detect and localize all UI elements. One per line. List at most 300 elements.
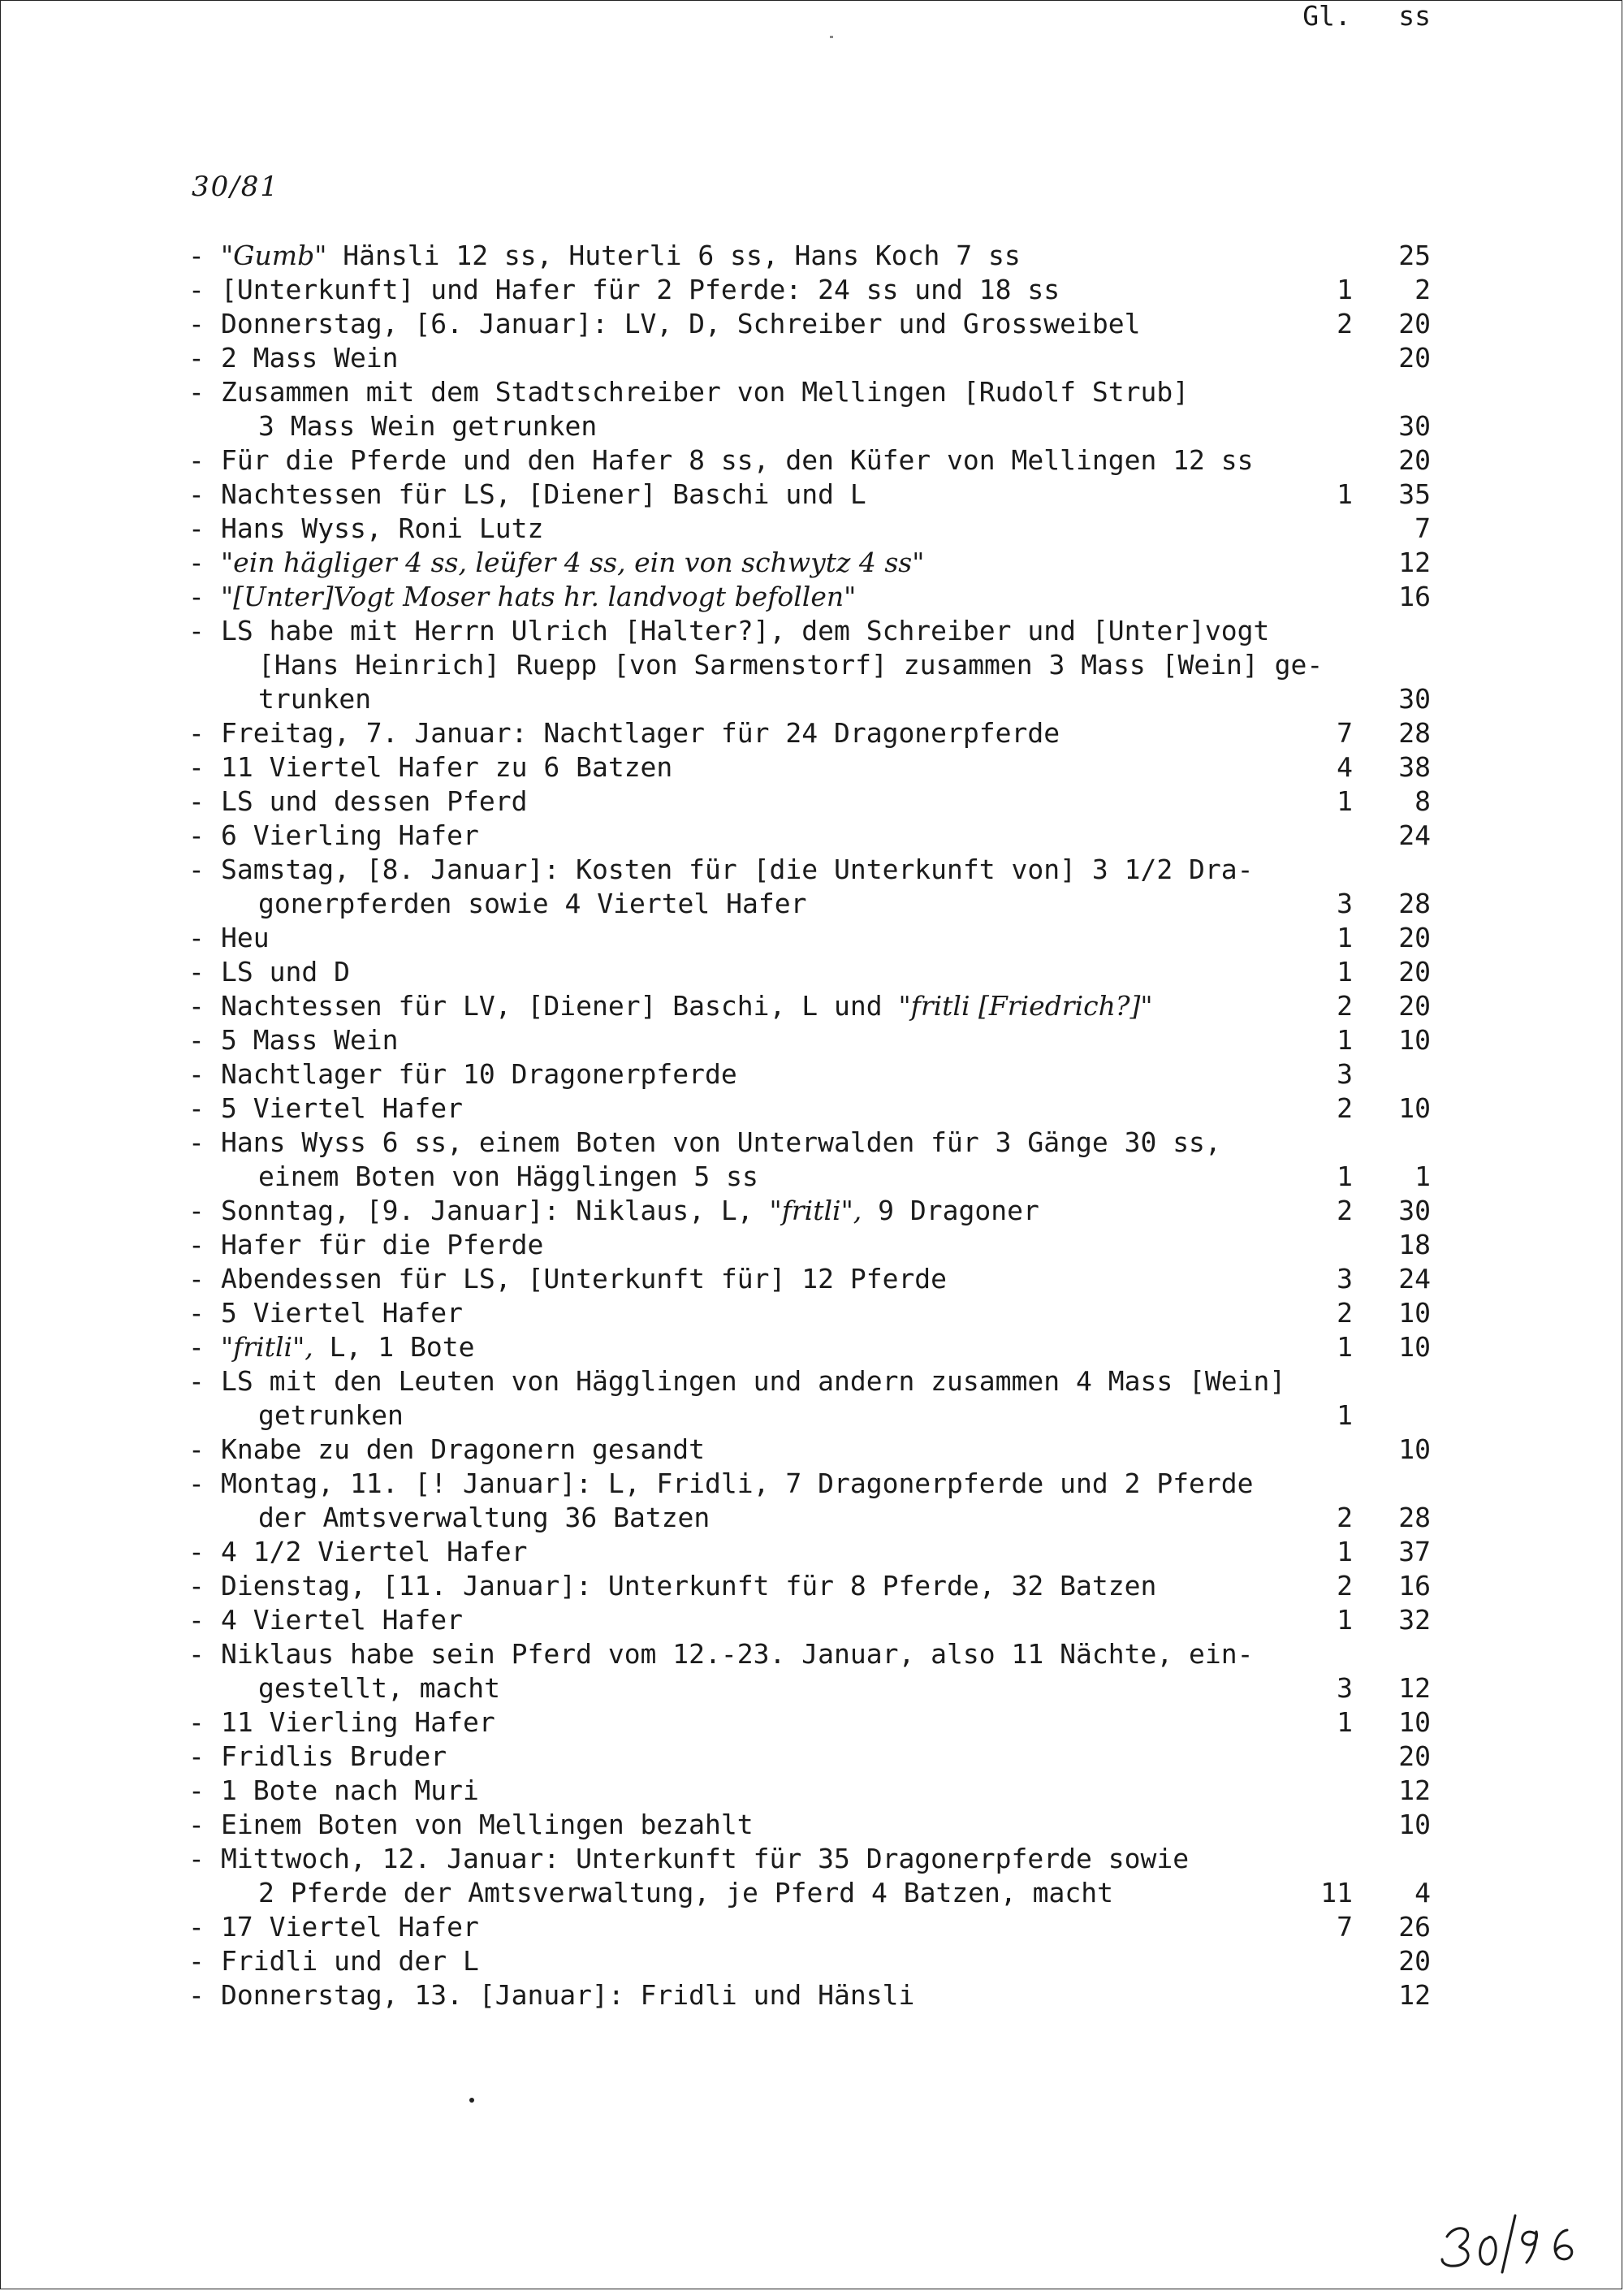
entry-text-segment: Nachtessen für LV, [Diener] Baschi, L und — [221, 990, 899, 1022]
ledger-entry — [0, 443, 1624, 478]
entry-bullet-dash: - — [188, 1979, 205, 2011]
entry-text — [221, 307, 1140, 341]
amount-schilling: 18 — [1398, 1229, 1431, 1260]
entry-text-segment: Heu — [221, 922, 270, 953]
entry-text-segment: Niklaus habe sein Pferd vom 12.-23. Januar, also 11 Nächte, ein- — [221, 1638, 1254, 1670]
entry-text-segment: 5 Mass Wein — [221, 1024, 399, 1056]
ledger-entry — [0, 1091, 1624, 1126]
entry-text-segment: gestellt, macht — [258, 1672, 501, 1704]
entry-text-segment: Donnerstag, [6. Januar]: LV, D, Schreiber und Grossweibel — [221, 308, 1141, 339]
entry-text-segment: Hänsli 12 ss, Huterli 6 ss, Hans Koch 7 ss — [326, 240, 1021, 271]
entry-bullet-dash: - — [188, 1126, 205, 1158]
entry-text-segment: Mittwoch, 12. Januar: Unterkunft für 35 Dragonerpferde sowie — [221, 1843, 1190, 1874]
entry-text — [221, 1262, 947, 1296]
amount-schilling: 30 — [1398, 683, 1431, 715]
entry-bullet-dash: - — [188, 1740, 205, 1772]
entry-text — [221, 785, 528, 819]
entry-text-segment: Donnerstag, 13. [Januar]: Fridli und Hänsli — [221, 1979, 915, 2011]
entry-bullet-dash: - — [188, 819, 205, 851]
entry-text-segment: LS und D — [221, 956, 350, 988]
amount-schilling: 12 — [1398, 547, 1431, 578]
entry-text-segment: 1 Bote nach Muri — [221, 1774, 479, 1806]
amount-schilling: 24 — [1398, 819, 1431, 851]
amount-schilling: 7 — [1415, 512, 1431, 544]
amount-gulden: 1 — [1337, 785, 1353, 817]
amount-schilling: 10 — [1398, 1433, 1431, 1465]
ledger-entry — [0, 1057, 1624, 1091]
entry-text — [221, 716, 1060, 750]
ledger-entry — [0, 1808, 1624, 1842]
amount-gulden: 3 — [1337, 888, 1353, 919]
entry-text — [221, 1774, 479, 1808]
ledger-entry — [0, 921, 1624, 955]
amount-schilling: 32 — [1398, 1604, 1431, 1636]
amount-gulden: 1 — [1337, 956, 1353, 988]
ledger-entry — [0, 1364, 1624, 1433]
amount-gulden: 2 — [1337, 1297, 1353, 1329]
entry-text-segment: 6 Vierling Hafer — [221, 819, 479, 851]
quoted-source-text: "Gumb" — [221, 240, 327, 271]
entry-first-line — [0, 1433, 1624, 1467]
amount-schilling: 35 — [1398, 478, 1431, 510]
entry-text — [221, 512, 543, 546]
entry-bullet-dash: - — [188, 1365, 205, 1397]
entry-first-line — [0, 819, 1624, 853]
entry-text-segment: 3 Mass Wein getrunken — [258, 410, 598, 442]
entry-text — [258, 648, 1323, 682]
ledger-entry — [0, 1774, 1624, 1808]
ledger-entry — [0, 1637, 1624, 1705]
ledger-entry — [0, 716, 1624, 750]
ledger-entry — [0, 1228, 1624, 1262]
entry-first-line — [0, 443, 1624, 478]
quoted-source-text: "[Unter]Vogt Moser hats hr. landvogt befollen" — [221, 581, 857, 612]
ledger-entry — [0, 1910, 1624, 1944]
ledger-entry — [0, 1944, 1624, 1978]
entry-first-line — [0, 1023, 1624, 1057]
entry-first-line — [0, 375, 1624, 409]
entry-text-segment: LS habe mit Herrn Ulrich [Halter?], dem Schreiber und [Unter]vogt — [221, 615, 1270, 646]
entry-first-line — [0, 341, 1624, 375]
entry-first-line — [0, 1842, 1624, 1876]
entry-text-segment: Nachtessen für LS, [Diener] Baschi und L — [221, 478, 866, 510]
entry-bullet-dash: - — [188, 1024, 205, 1056]
entry-text — [221, 989, 1153, 1023]
entry-text-segment: Freitag, 7. Januar: Nachtlager für 24 Dragonerpferde — [221, 717, 1060, 749]
entry-text — [221, 1023, 399, 1057]
entry-bullet-dash: - — [188, 854, 205, 885]
entry-text — [258, 1671, 500, 1705]
column-header-ss: ss — [1398, 0, 1431, 32]
entry-bullet-dash: - — [188, 1638, 205, 1670]
entry-first-line — [0, 1228, 1624, 1262]
entry-first-line — [0, 546, 1624, 580]
entry-first-line — [0, 1774, 1624, 1808]
entry-text — [221, 819, 479, 853]
entry-first-line — [0, 580, 1624, 614]
entry-bullet-dash: - — [188, 615, 205, 646]
amount-gulden: 2 — [1337, 1502, 1353, 1533]
amount-gulden: 2 — [1337, 1092, 1353, 1124]
entry-first-line — [0, 1978, 1624, 2012]
entry-text-segment: [Unterkunft] und Hafer für 2 Pferde: 24 ss und 18 ss — [221, 274, 1060, 305]
entry-text-segment: Sonntag, [9. Januar]: Niklaus, L, — [221, 1195, 770, 1226]
entry-text-segment: Hans Wyss 6 ss, einem Boten von Unterwalden für 3 Gänge 30 ss, — [221, 1126, 1221, 1158]
entry-bullet-dash: - — [188, 1570, 205, 1602]
entry-first-line — [0, 1569, 1624, 1603]
entry-text-segment: 11 Viertel Hafer zu 6 Batzen — [221, 751, 673, 783]
entry-first-line — [0, 1296, 1624, 1330]
entry-text — [221, 921, 270, 955]
entry-text-segment: Knabe zu den Dragonern gesandt — [221, 1433, 706, 1465]
entry-bullet-dash: - — [188, 1331, 205, 1363]
entry-text — [221, 1364, 1285, 1398]
ledger-entries — [0, 239, 1624, 2012]
amount-gulden: 1 — [1337, 274, 1353, 305]
entry-first-line — [0, 750, 1624, 785]
entry-text-segment: Einem Boten von Mellingen bezahlt — [221, 1809, 754, 1840]
entry-text-segment: LS mit den Leuten von Hägglingen und andern zusammen 4 Mass [Wein] — [221, 1365, 1286, 1397]
entry-text-segment: Dienstag, [11. Januar]: Unterkunft für 8 Pferde, 32 Batzen — [221, 1570, 1157, 1602]
ledger-entry — [0, 375, 1624, 443]
ledger-entry — [0, 273, 1624, 307]
entry-continuation-line — [0, 887, 1624, 921]
entry-text-segment: L, 1 Bote — [313, 1331, 475, 1363]
entry-first-line — [0, 1705, 1624, 1740]
handwritten-slash — [1502, 2215, 1515, 2272]
entry-bullet-dash: - — [188, 1945, 205, 1977]
quoted-source-text: "ein hägliger 4 ss, leüfer 4 ss, ein von schwytz 4 ss" — [221, 547, 925, 578]
entry-first-line — [0, 853, 1624, 887]
entry-first-line — [0, 1364, 1624, 1398]
ledger-entry — [0, 580, 1624, 614]
quoted-source-text: "fritli", — [769, 1195, 862, 1226]
amount-schilling: 16 — [1398, 1570, 1431, 1602]
entry-bullet-dash: - — [188, 1195, 205, 1226]
ledger-entry — [0, 1569, 1624, 1603]
entry-text — [258, 1160, 758, 1194]
amount-schilling: 20 — [1398, 308, 1431, 339]
entry-text — [221, 1535, 528, 1569]
entry-text — [221, 1910, 479, 1944]
entry-bullet-dash: - — [188, 785, 205, 817]
entry-first-line — [0, 1194, 1624, 1228]
amount-gulden: 7 — [1337, 717, 1353, 749]
amount-schilling: 8 — [1415, 785, 1431, 817]
amount-schilling: 12 — [1398, 1979, 1431, 2011]
entry-text — [221, 1740, 447, 1774]
entry-text-segment: 4 1/2 Viertel Hafer — [221, 1536, 528, 1567]
amount-schilling: 20 — [1398, 342, 1431, 374]
entry-first-line — [0, 478, 1624, 512]
entry-text — [221, 1637, 1254, 1671]
amount-schilling: 10 — [1398, 1024, 1431, 1056]
entry-continuation-line — [0, 1501, 1624, 1535]
amount-gulden: 3 — [1337, 1672, 1353, 1704]
entry-bullet-dash: - — [188, 717, 205, 749]
entry-text-segment: Samstag, [8. Januar]: Kosten für [die Unterkunft von] 3 1/2 Dra- — [221, 854, 1254, 885]
entry-text — [258, 887, 807, 921]
entry-bullet-dash: - — [188, 581, 205, 612]
ledger-entry — [0, 307, 1624, 341]
entry-first-line — [0, 614, 1624, 648]
entry-continuation-line — [0, 1398, 1624, 1433]
amount-gulden: 1 — [1337, 1604, 1353, 1636]
entry-text-segment: Hans Wyss, Roni Lutz — [221, 512, 544, 544]
entry-text-segment: 9 Dragoner — [862, 1195, 1039, 1226]
ledger-entry — [0, 819, 1624, 853]
amount-schilling: 10 — [1398, 1297, 1431, 1329]
entry-text-segment: Fridli und der L — [221, 1945, 479, 1977]
scan-speck — [830, 36, 833, 38]
entry-text-segment: 17 Viertel Hafer — [221, 1911, 479, 1943]
entry-text — [221, 1569, 1156, 1603]
entry-first-line — [0, 921, 1624, 955]
amount-gulden: 7 — [1337, 1911, 1353, 1943]
entry-text-segment: Fridlis Bruder — [221, 1740, 447, 1772]
amount-schilling: 10 — [1398, 1809, 1431, 1840]
entry-text-segment: Hafer für die Pferde — [221, 1229, 544, 1260]
quoted-source-text: "fritli", — [221, 1331, 313, 1363]
entry-text — [221, 1194, 1039, 1228]
amount-gulden: 1 — [1337, 1024, 1353, 1056]
amount-gulden: 11 — [1320, 1877, 1353, 1908]
entry-text-segment: LS und dessen Pferd — [221, 785, 528, 817]
entry-bullet-dash: - — [188, 342, 205, 374]
amount-schilling: 20 — [1398, 956, 1431, 988]
amount-gulden: 4 — [1337, 751, 1353, 783]
ledger-entry — [0, 750, 1624, 785]
ledger-entry — [0, 341, 1624, 375]
amount-schilling: 24 — [1398, 1263, 1431, 1295]
amount-schilling: 28 — [1398, 717, 1431, 749]
entry-continuation-line — [0, 1876, 1624, 1910]
entry-bullet-dash: - — [188, 1774, 205, 1806]
entry-first-line — [0, 1057, 1624, 1091]
entry-bullet-dash: - — [188, 1911, 205, 1943]
entry-first-line — [0, 1467, 1624, 1501]
entry-bullet-dash: - — [188, 1843, 205, 1874]
entry-text-segment: [Hans Heinrich] Ruepp [von Sarmenstorf] zusammen 3 Mass [Wein] ge- — [258, 649, 1324, 681]
amount-schilling: 4 — [1415, 1877, 1431, 1908]
ledger-entry — [0, 1126, 1624, 1194]
entry-bullet-dash: - — [188, 1468, 205, 1499]
entry-text — [221, 1296, 463, 1330]
entry-text — [221, 546, 924, 580]
entry-text-segment: Abendessen für LS, [Unterkunft für] 12 Pferde — [221, 1263, 948, 1295]
entry-continuation-line — [0, 1160, 1624, 1194]
ledger-entry — [0, 546, 1624, 580]
entry-continuation-line — [0, 648, 1624, 682]
amount-schilling: 20 — [1398, 1945, 1431, 1977]
handwritten-page-number — [1437, 2209, 1592, 2274]
ledger-entry — [0, 989, 1624, 1023]
entry-text — [221, 853, 1254, 887]
handwritten-digit-6 — [1555, 2230, 1572, 2259]
entry-bullet-dash: - — [188, 956, 205, 988]
amount-schilling: 10 — [1398, 1706, 1431, 1738]
amount-schilling: 20 — [1398, 444, 1431, 476]
entry-first-line — [0, 307, 1624, 341]
amount-schilling: 12 — [1398, 1774, 1431, 1806]
entry-text — [221, 955, 350, 989]
entry-text — [221, 375, 1189, 409]
amount-schilling: 28 — [1398, 1502, 1431, 1533]
entry-bullet-dash: - — [188, 1058, 205, 1090]
entry-text — [221, 580, 856, 614]
ledger-entry — [0, 1262, 1624, 1296]
entry-text — [221, 1228, 543, 1262]
amount-gulden: 2 — [1337, 990, 1353, 1022]
entry-text — [221, 1126, 1221, 1160]
entry-first-line — [0, 989, 1624, 1023]
ledger-entry — [0, 1330, 1624, 1364]
amount-schilling: 10 — [1398, 1092, 1431, 1124]
ledger-entry — [0, 478, 1624, 512]
handwritten-digit-0 — [1480, 2237, 1497, 2265]
entry-bullet-dash: - — [188, 751, 205, 783]
entry-first-line — [0, 239, 1624, 273]
entry-bullet-dash: - — [188, 1809, 205, 1840]
entry-first-line — [0, 1740, 1624, 1774]
entry-first-line — [0, 1808, 1624, 1842]
ledger-entry — [0, 512, 1624, 546]
entry-text — [221, 1330, 474, 1364]
quoted-source-text: "fritli [Friedrich?]" — [898, 990, 1153, 1022]
amount-gulden: 1 — [1337, 1161, 1353, 1192]
entry-bullet-dash: - — [188, 1229, 205, 1260]
amount-gulden: 1 — [1337, 1331, 1353, 1363]
entry-first-line — [0, 1910, 1624, 1944]
entry-bullet-dash: - — [188, 1706, 205, 1738]
amount-gulden: 2 — [1337, 1195, 1353, 1226]
entry-text-segment: trunken — [258, 683, 372, 715]
entry-first-line — [0, 512, 1624, 546]
entry-bullet-dash: - — [188, 512, 205, 544]
entry-first-line — [0, 1944, 1624, 1978]
column-header-gl: Gl. — [1302, 0, 1351, 32]
entry-text-segment: 2 Pferde der Amtsverwaltung, je Pferd 4 Batzen, macht — [258, 1877, 1113, 1908]
entry-text — [221, 1603, 463, 1637]
ledger-entry — [0, 1535, 1624, 1569]
entry-text — [221, 614, 1269, 648]
entry-text-segment: Zusammen mit dem Stadtschreiber von Mellingen [Rudolf Strub] — [221, 376, 1190, 408]
entry-text-segment: 5 Viertel Hafer — [221, 1297, 464, 1329]
entry-text — [221, 1467, 1254, 1501]
entry-text-segment: Nachtlager für 10 Dragonerpferde — [221, 1058, 737, 1090]
ledger-entry — [0, 1433, 1624, 1467]
entry-bullet-dash: - — [188, 308, 205, 339]
entry-first-line — [0, 273, 1624, 307]
amount-schilling: 16 — [1398, 581, 1431, 612]
entry-first-line — [0, 955, 1624, 989]
amount-schilling: 30 — [1398, 1195, 1431, 1226]
entry-first-line — [0, 716, 1624, 750]
entry-continuation-line — [0, 409, 1624, 443]
ledger-entry — [0, 1296, 1624, 1330]
entry-bullet-dash: - — [188, 1433, 205, 1465]
amount-schilling: 26 — [1398, 1911, 1431, 1943]
entry-text — [258, 682, 371, 716]
amount-schilling: 28 — [1398, 888, 1431, 919]
ledger-entry — [0, 1978, 1624, 2012]
amount-schilling: 2 — [1415, 274, 1431, 305]
entry-text — [258, 1398, 404, 1433]
ledger-entry — [0, 239, 1624, 273]
entry-bullet-dash: - — [188, 1092, 205, 1124]
amount-gulden: 3 — [1337, 1263, 1353, 1295]
entry-bullet-dash: - — [188, 376, 205, 408]
entry-text — [221, 478, 866, 512]
entry-text — [221, 1433, 705, 1467]
entry-text-segment: 11 Vierling Hafer — [221, 1706, 495, 1738]
amount-gulden: 1 — [1337, 1399, 1353, 1431]
entry-text-segment: 2 Mass Wein — [221, 342, 399, 374]
entry-first-line — [0, 1603, 1624, 1637]
amount-schilling: 20 — [1398, 1740, 1431, 1772]
entry-text — [221, 443, 1254, 478]
amount-schilling: 20 — [1398, 922, 1431, 953]
entry-text — [221, 1057, 737, 1091]
amount-gulden: 1 — [1337, 922, 1353, 953]
entry-first-line — [0, 785, 1624, 819]
ink-dot — [469, 2098, 474, 2103]
entry-text — [221, 273, 1060, 307]
entry-first-line — [0, 1330, 1624, 1364]
entry-text-segment: getrunken — [258, 1399, 404, 1431]
entry-bullet-dash: - — [188, 1604, 205, 1636]
entry-first-line — [0, 1091, 1624, 1126]
ledger-entry — [0, 1194, 1624, 1228]
ledger-entry — [0, 1467, 1624, 1535]
amount-schilling: 20 — [1398, 990, 1431, 1022]
amount-schilling: 12 — [1398, 1672, 1431, 1704]
entry-text-segment: der Amtsverwaltung 36 Batzen — [258, 1502, 710, 1533]
entry-text — [258, 409, 597, 443]
amount-gulden: 3 — [1337, 1058, 1353, 1090]
entry-first-line — [0, 1535, 1624, 1569]
ledger-entry — [0, 955, 1624, 989]
ledger-entry — [0, 1023, 1624, 1057]
entry-bullet-dash: - — [188, 1536, 205, 1567]
ledger-entry — [0, 1740, 1624, 1774]
ledger-entry — [0, 785, 1624, 819]
entry-continuation-line — [0, 682, 1624, 716]
entry-text-segment: Für die Pferde und den Hafer 8 ss, den Küfer von Mellingen 12 ss — [221, 444, 1254, 476]
entry-text-segment: einem Boten von Hägglingen 5 ss — [258, 1161, 758, 1192]
entry-text — [221, 1091, 463, 1126]
entry-text — [221, 1944, 479, 1978]
entry-first-line — [0, 1637, 1624, 1671]
amount-gulden: 2 — [1337, 308, 1353, 339]
ledger-entry — [0, 1603, 1624, 1637]
entry-text-segment: 4 Viertel Hafer — [221, 1604, 464, 1636]
entry-text — [221, 341, 399, 375]
ledger-entry — [0, 853, 1624, 921]
entry-text — [221, 239, 1021, 273]
entry-bullet-dash: - — [188, 240, 205, 271]
entry-text-segment: gonerpferden sowie 4 Viertel Hafer — [258, 888, 807, 919]
entry-bullet-dash: - — [188, 922, 205, 953]
handwritten-digit-3 — [1442, 2228, 1468, 2266]
amount-schilling: 1 — [1415, 1161, 1431, 1192]
amount-schilling: 10 — [1398, 1331, 1431, 1363]
amount-gulden: 2 — [1337, 1570, 1353, 1602]
amount-gulden: 1 — [1337, 478, 1353, 510]
entry-text-segment: 5 Viertel Hafer — [221, 1092, 464, 1124]
entry-bullet-dash: - — [188, 1263, 205, 1295]
entry-bullet-dash: - — [188, 274, 205, 305]
